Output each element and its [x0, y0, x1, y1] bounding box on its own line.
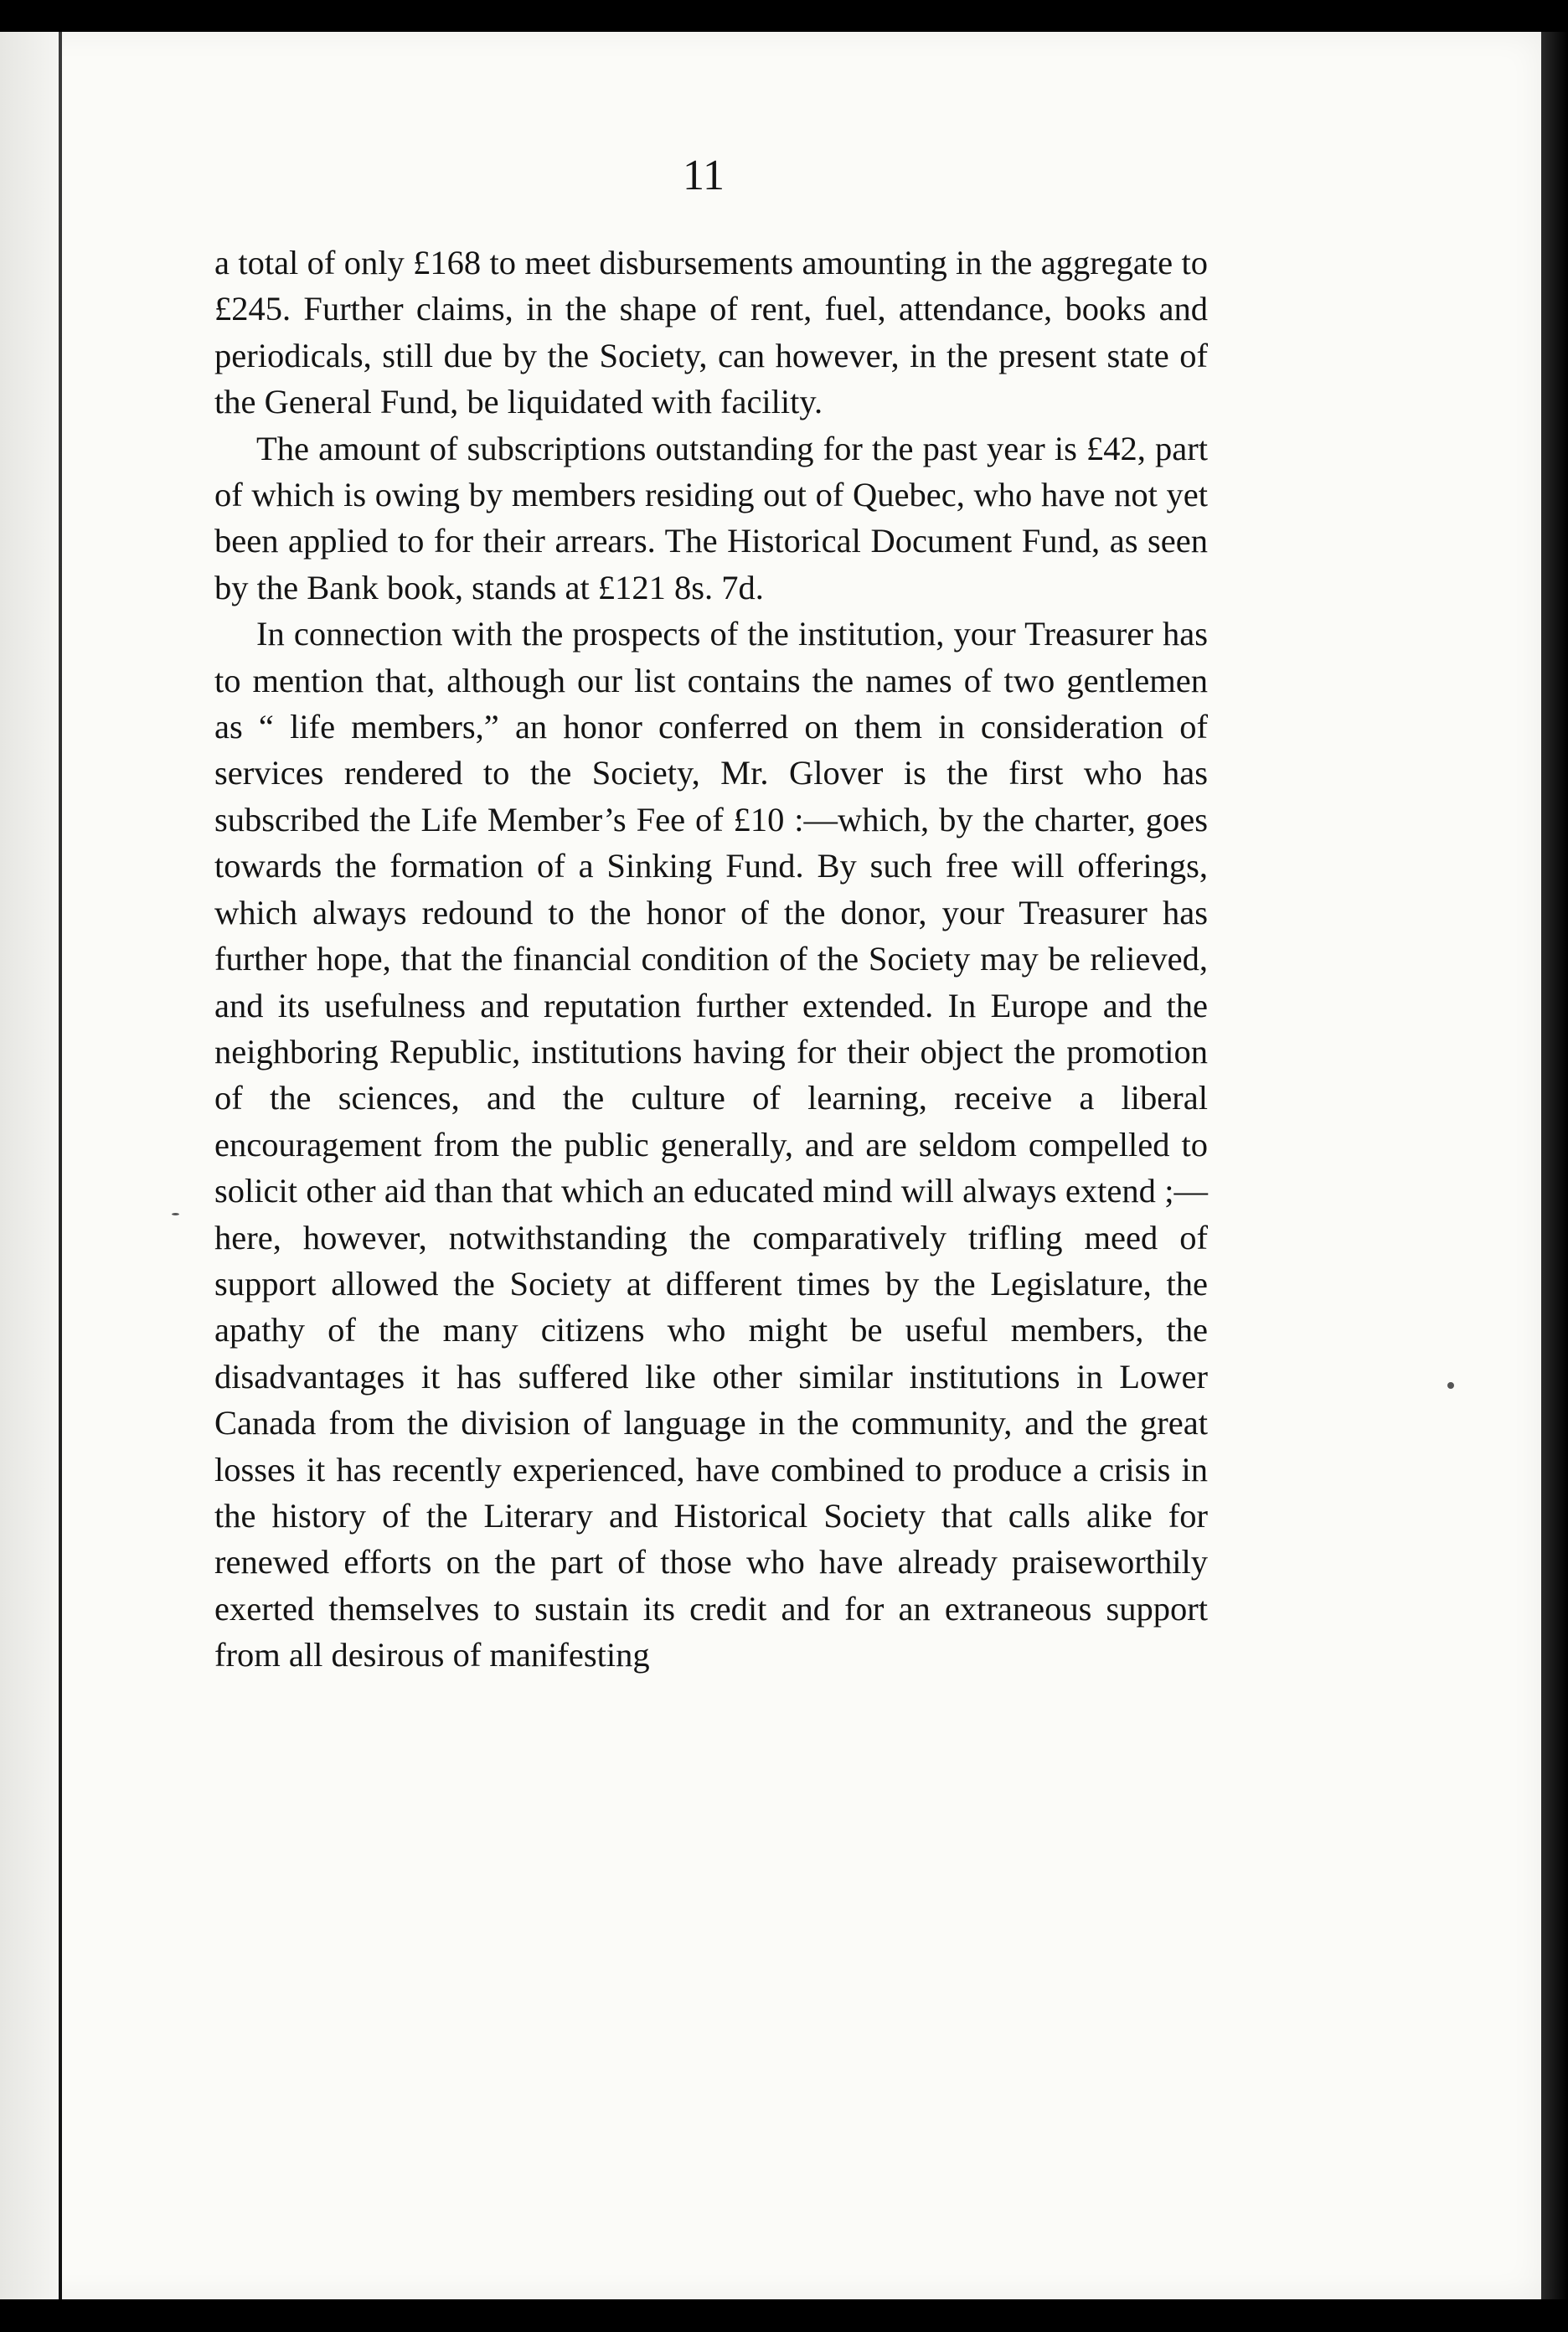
page-number: 11: [682, 152, 725, 199]
scan-right-border: [1541, 32, 1568, 2299]
binding-edge: [59, 32, 62, 2299]
paragraph: In connection with the prospects of the institution, your Treasurer has to mention that, although our list contains the names of two gentlemen as “ life members,” an honor conferred on them in consideration of services rendered to the Society, Mr. Glover is the first who has subscribed the Life Member’s Fee of £10 :—which, by the charter, goes towards the formation of a Sinking Fund. By such free will offerings, which always redound to the honor of the donor, your Treasurer has further hope, that the financial condition of the Society may be relieved, and its usefulness and reputation further extended. In Europe and the neighboring Republic, institutions having for their object the promotion of the sciences, and the culture of learning, receive a liberal encouragement from the public generally, and are seldom compelled to solicit other aid than that which an educated mind will always extend ;—here, however, notwithstanding the comparatively trifling meed of support allowed the Society at different times by the Legislature, the apathy of the many citizens who might be useful members, the disadvantages it has suffered like other similar institutions in Lower Canada from the division of language in the community, and the great losses it has recently experienced, have combined to produce a crisis in the history of the Literary and Historical Society that calls alike for renewed efforts on the part of those who have already praiseworthily exerted themselves to sustain its credit and for an extraneous support from all desirous of manifesting: [214, 615, 1208, 1674]
scan-top-border: [0, 0, 1568, 32]
scan-bottom-border: [0, 2299, 1568, 2332]
binding-gutter: [0, 32, 59, 2299]
body-text: [214, 240, 1208, 1679]
paragraph: The amount of subscriptions outstanding for the past year is £42, part of which is owing by members residing out of Quebec, who have not yet been applied to for their arrears. The Historical Document Fund, as seen by the Bank book, stands at £121 8s. 7d.: [214, 429, 1208, 606]
scan-speck: [1447, 1382, 1454, 1389]
scan-speck: [172, 1213, 179, 1215]
paragraph: a total of only £168 to meet disbursements amounting in the aggregate to £245. Further claims, in the shape of rent, fuel, attendance, books and periodicals, still due by the Society, can however, in the present state of the General Fund, be liquidated with facility.: [214, 244, 1208, 421]
